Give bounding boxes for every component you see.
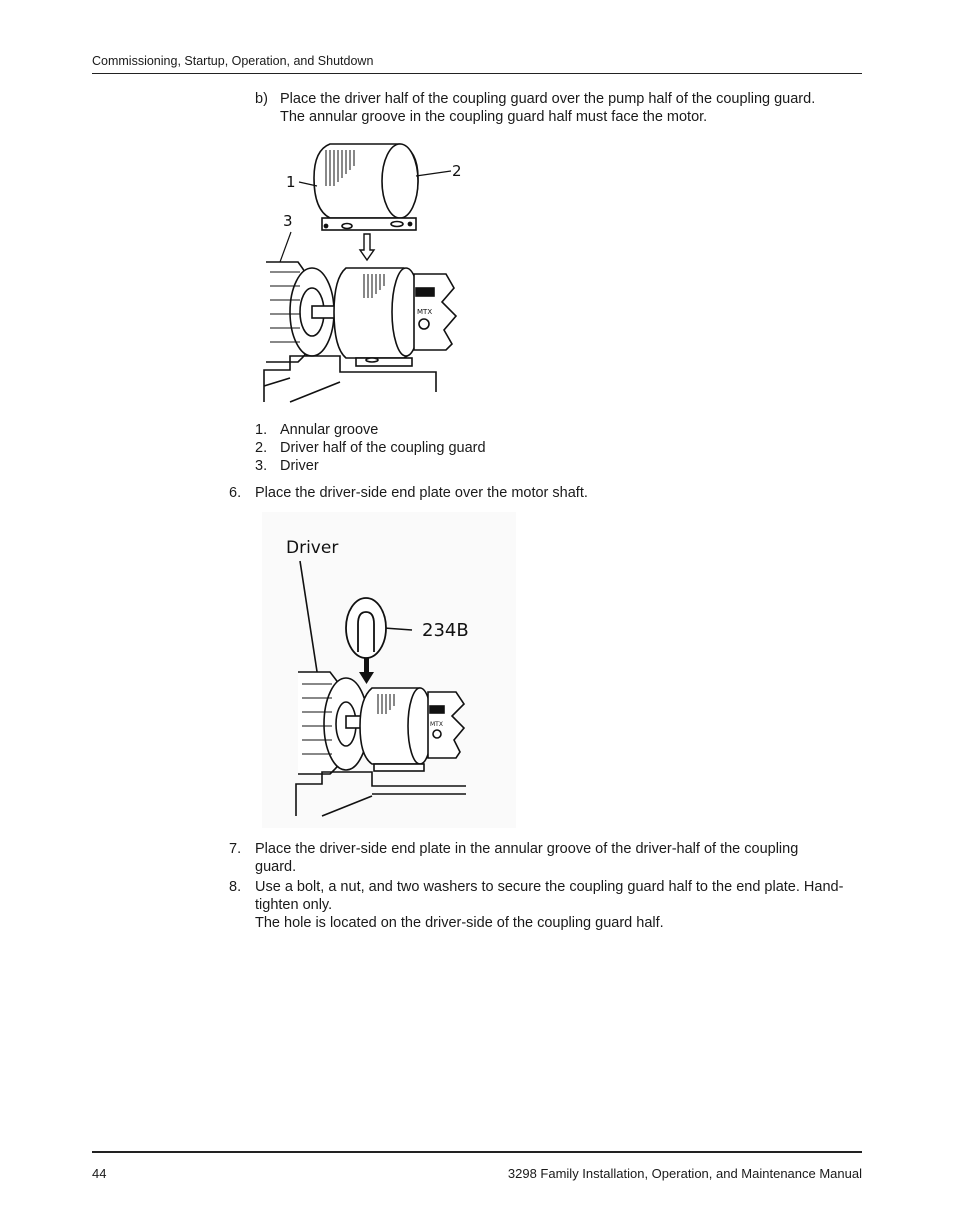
legend-1-text: Annular groove bbox=[280, 422, 379, 438]
coupling-guard-figure bbox=[260, 138, 470, 410]
legend-1-num: 1. bbox=[255, 422, 268, 438]
step-8-note: The hole is located on the driver-side of the coupling guard half. bbox=[255, 915, 664, 931]
callout-1: 1 bbox=[286, 173, 296, 191]
legend-3-text: Driver bbox=[280, 458, 319, 474]
down-arrow-icon bbox=[360, 234, 374, 260]
pump-guard-half-drawing bbox=[360, 688, 432, 771]
part-234b-label: 234B bbox=[422, 620, 469, 641]
driver-motor-drawing bbox=[266, 262, 336, 362]
step-7-marker: 7. bbox=[229, 841, 242, 857]
mtx-label: MTX bbox=[417, 308, 433, 316]
mtx-label: MTX bbox=[430, 721, 443, 728]
footer-rule bbox=[92, 1151, 862, 1153]
legend-3-num: 3. bbox=[255, 458, 268, 474]
step-6-text: Place the driver-side end plate over the motor shaft. bbox=[255, 485, 588, 501]
manual-title: 3298 Family Installation, Operation, and Maintenance Manual bbox=[507, 1166, 862, 1181]
driver-label: Driver bbox=[286, 538, 339, 558]
end-plate-234b-drawing bbox=[346, 598, 386, 658]
page-number: 44 bbox=[92, 1166, 107, 1181]
pump-guard-half-drawing bbox=[334, 268, 420, 366]
step-8-marker: 8. bbox=[229, 879, 242, 895]
driver-motor-drawing bbox=[298, 672, 368, 774]
callout-3: 3 bbox=[283, 212, 293, 230]
callout-2: 2 bbox=[452, 162, 462, 180]
step-8-line1: Use a bolt, a nut, and two washers to secure the coupling guard half to the end plate. Hand- bbox=[255, 879, 844, 895]
driver-guard-half-drawing bbox=[314, 144, 418, 230]
header-rule bbox=[92, 73, 862, 74]
step-8-line2: tighten only. bbox=[255, 897, 333, 913]
step-7-line1: Place the driver-side end plate in the annular groove of the driver-half of the coupling bbox=[255, 841, 799, 857]
legend-2-text: Driver half of the coupling guard bbox=[280, 440, 486, 456]
substep-b-marker: b) bbox=[255, 91, 268, 107]
substep-b-line1: Place the driver half of the coupling guard over the pump half of the coupling guard. bbox=[280, 91, 816, 107]
end-plate-figure bbox=[262, 512, 516, 828]
substep-b-line2: The annular groove in the coupling guard half must face the motor. bbox=[280, 109, 708, 125]
legend-2-num: 2. bbox=[255, 440, 268, 456]
step-6-marker: 6. bbox=[229, 485, 242, 501]
running-header: Commissioning, Startup, Operation, and Shutdown bbox=[92, 54, 374, 68]
step-7-line2: guard. bbox=[255, 859, 297, 875]
